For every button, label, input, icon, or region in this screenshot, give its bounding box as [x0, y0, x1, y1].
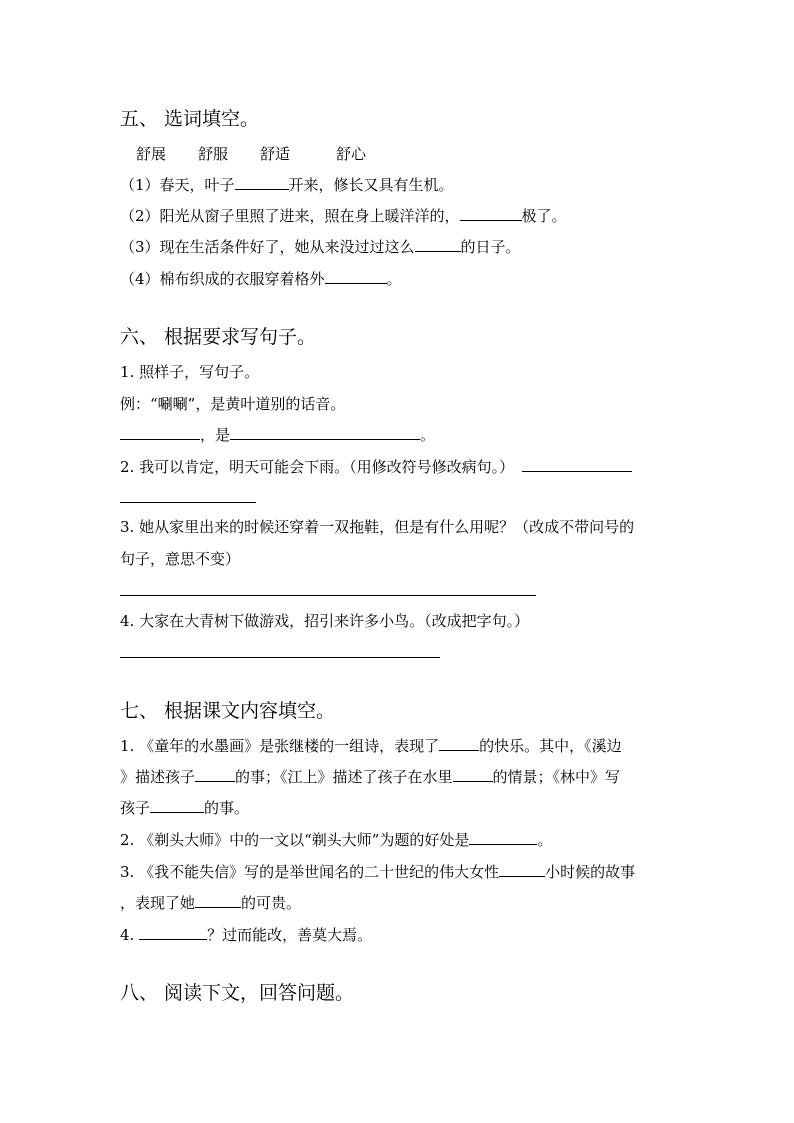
question-text: 的快乐。其中，《溪边 — [479, 737, 622, 755]
question-6-2 — [120, 457, 632, 477]
question-text: 小时候的故事 — [545, 863, 636, 881]
answer-blank[interactable] — [469, 830, 537, 845]
question-7-1-end — [120, 798, 249, 818]
answer-line[interactable] — [120, 502, 256, 503]
question-text: 。 — [420, 426, 436, 444]
question-text: 孩子 — [120, 799, 151, 817]
question-6-3-cont: 句子，意思不变） — [120, 550, 241, 568]
question-5-4 — [120, 269, 402, 289]
question-text: （3）现在生活条件好了，她从来没过过这么 — [120, 238, 415, 256]
answer-blank[interactable] — [195, 767, 235, 782]
question-text: 的情景；《林中》写 — [492, 768, 621, 786]
question-7-1 — [120, 736, 622, 756]
word-options — [136, 144, 398, 164]
option-word: 舒服 — [198, 145, 229, 163]
section-7-heading: 七、 根据课文内容填空。 — [120, 700, 336, 722]
question-text: 极了。 — [521, 207, 567, 225]
question-text: （4）棉布织成的衣服穿着格外 — [120, 270, 325, 288]
question-6-1-fill — [120, 425, 435, 445]
question-text: ？过而能改，善莫大焉。 — [207, 926, 373, 944]
question-text: （2）阳光从窗子里照了进来，照在身上暖洋洋的， — [120, 207, 460, 225]
option-word: 舒展 — [136, 145, 167, 163]
answer-blank[interactable] — [139, 925, 207, 940]
question-text: 。 — [386, 270, 402, 288]
answer-line[interactable] — [120, 657, 440, 658]
answer-blank[interactable] — [453, 767, 493, 782]
question-7-3-cont — [120, 893, 301, 913]
answer-blank[interactable] — [325, 269, 387, 284]
question-text: 4. — [120, 926, 140, 944]
question-text: 。 — [537, 831, 553, 849]
answer-blank[interactable] — [439, 736, 479, 751]
section-6-heading: 六、 根据要求写句子。 — [120, 326, 317, 348]
question-text: 的事；《江上》描述了孩子在水里 — [235, 768, 453, 786]
answer-blank[interactable] — [230, 425, 420, 440]
question-text: ，是 — [200, 426, 231, 444]
question-6-4: 4. 大家在大青树下做游戏，招引来许多小鸟。（改成把字句。） — [120, 612, 530, 630]
option-word: 舒心 — [336, 145, 367, 163]
option-word: 舒适 — [260, 145, 291, 163]
example-sentence: 例：“唰唰”，是黄叶道别的话音。 — [120, 395, 346, 413]
question-text: 》描述孩子 — [120, 768, 196, 786]
question-text: 2. 《剃头大师》中的一文以“剃头大师”为题的好处是 — [120, 831, 470, 849]
question-text: ，表现了她 — [120, 894, 196, 912]
question-7-3 — [120, 862, 635, 882]
answer-blank[interactable] — [460, 206, 522, 221]
answer-blank[interactable] — [235, 175, 289, 190]
question-text: 的日子。 — [460, 238, 521, 256]
question-text: （1）春天，叶子 — [120, 176, 235, 194]
question-5-2 — [120, 206, 567, 226]
answer-blank[interactable] — [522, 457, 632, 472]
answer-line[interactable] — [120, 595, 536, 596]
question-text: 3. 《我不能失信》写的是举世闻名的二十世纪的伟大女性 — [120, 863, 500, 881]
answer-blank[interactable] — [120, 425, 200, 440]
question-text: 2. 我可以肯定，明天可能会下雨。（用修改符号修改病句。） — [120, 458, 515, 476]
question-7-2 — [120, 830, 552, 850]
question-5-1 — [120, 175, 454, 195]
question-5-3 — [120, 237, 521, 257]
question-6-1: 1. 照样子，写句子。 — [120, 363, 260, 381]
question-text: 开来，修长又具有生机。 — [288, 176, 454, 194]
question-text: 的可贵。 — [241, 894, 302, 912]
answer-blank[interactable] — [150, 798, 204, 813]
question-6-3: 3. 她从家里出来的时候还穿着一双拖鞋，但是有什么用呢？（改成不带问号的 — [120, 518, 635, 536]
question-7-1-cont — [120, 767, 620, 787]
answer-blank[interactable] — [499, 862, 545, 877]
answer-blank[interactable] — [415, 237, 461, 252]
section-5-heading: 五、 选词填空。 — [120, 108, 260, 130]
question-text: 的事。 — [204, 799, 250, 817]
question-7-4 — [120, 925, 372, 945]
section-8-heading: 八、 阅读下文，回答问题。 — [120, 982, 355, 1004]
answer-blank[interactable] — [195, 893, 241, 908]
question-text: 1. 《童年的水墨画》是张继楼的一组诗，表现了 — [120, 737, 440, 755]
